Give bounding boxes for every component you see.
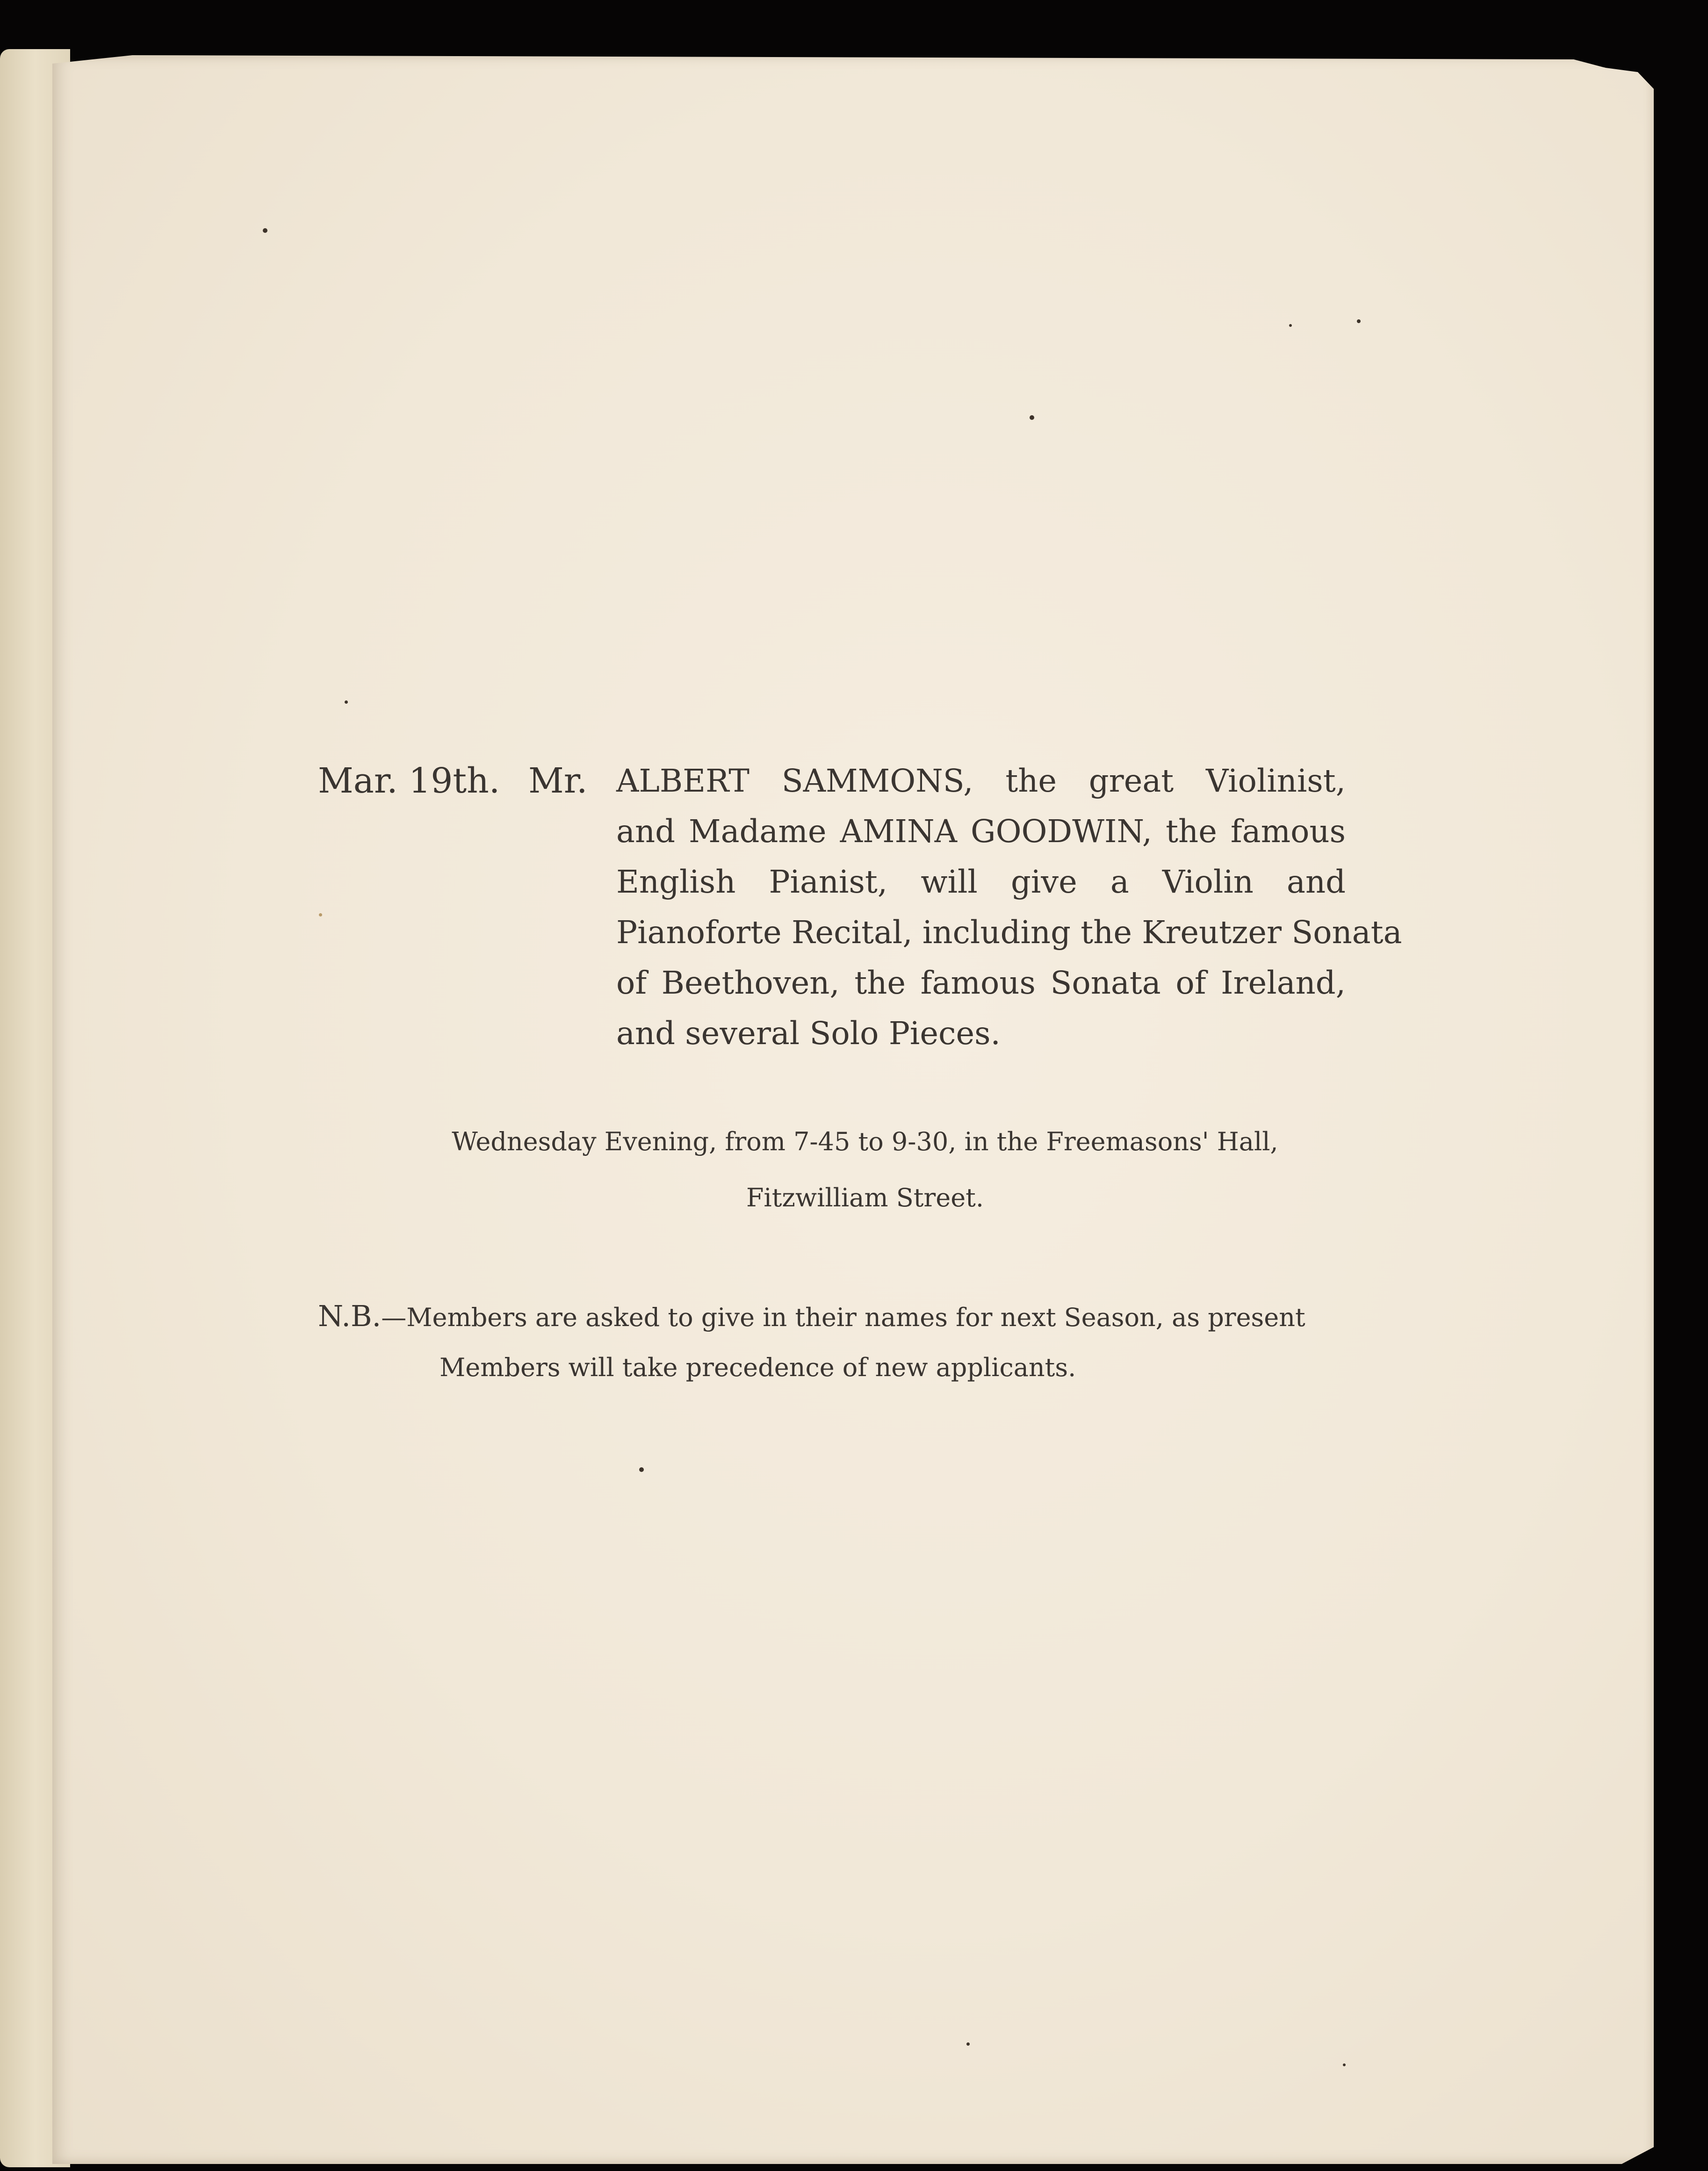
description-line: and several Solo Pieces. [616,1015,1001,1052]
paper-speck [639,1467,644,1472]
paper-speck [319,913,322,916]
notice [318,1293,1347,1341]
paper-speck [1030,415,1034,420]
paper-speck [966,2042,970,2046]
event-description [616,757,1402,1060]
paper-speck [345,700,348,704]
paper-speck [1357,319,1361,323]
paper-speck [1343,2063,1346,2066]
event-date: Mar. 19th. [318,761,500,801]
notice-text: —Members are asked to give in their names for next Season, as present [381,1303,1305,1332]
paper-speck [1289,324,1292,327]
notice-label: N.B. [318,1299,382,1333]
venue-line-time: Wednesday Evening, from 7-45 to 9-30, in the Freemasons' Hall, [452,1127,1278,1156]
programme-page [52,55,1654,2164]
description-line: Pianoforte Recital, including the Kreutzer Sonata [616,914,1402,951]
description-line: of Beethoven, the famous Sonata of Ireland, [616,965,1346,1001]
description-line: ALBERT SAMMONS, the great Violinist, [616,763,1346,799]
description-line: and Madame AMINA GOODWIN, the famous [616,813,1346,850]
description-line: English Pianist, will give a Violin and [616,864,1346,900]
notice-continuation: Members will take precedence of new applicants. [440,1353,1076,1382]
venue-line-street: Fitzwilliam Street. [746,1183,984,1212]
performer-honorific: Mr. [528,761,588,801]
paper-speck [263,228,267,233]
